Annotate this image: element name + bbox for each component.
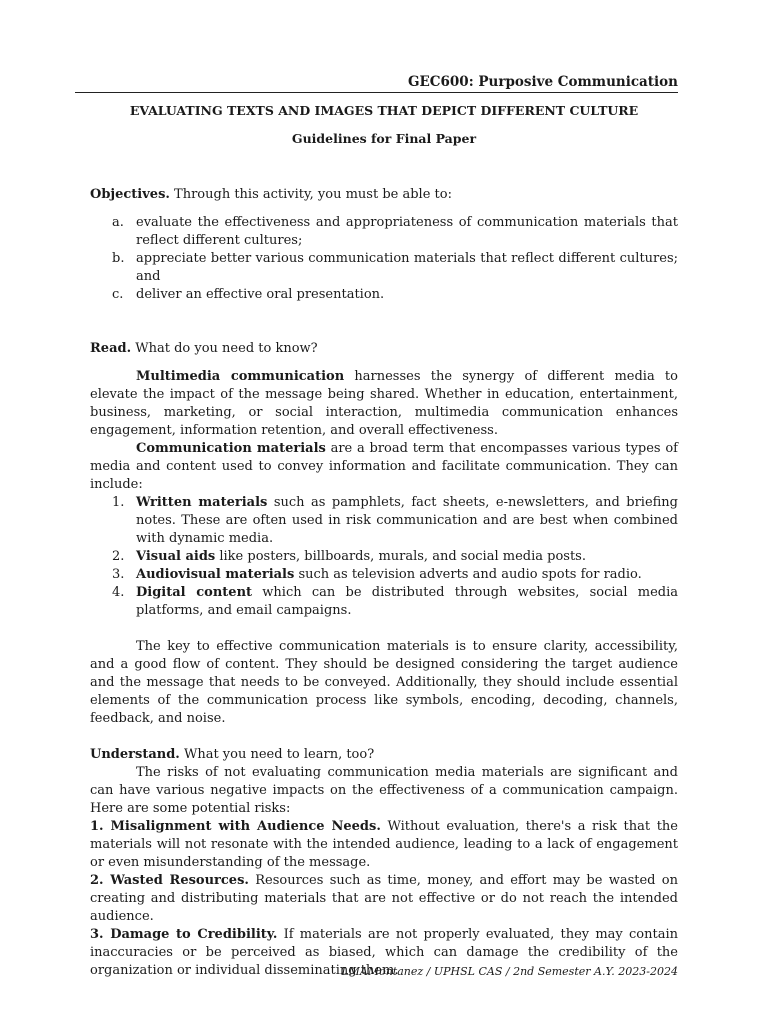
document-body — [90, 186, 678, 980]
list-item: c. deliver an effective oral presentation. — [112, 287, 385, 302]
risk-item: 3. Damage to Credibility. If materials are not properly evaluated, they may contain inaccuracies or be perceived as biased, which can damage the credibility of the organization or individual disseminating them. — [90, 927, 678, 978]
understand-label: Understand. — [90, 747, 180, 762]
materials-list — [90, 494, 678, 620]
risk-item: 2. Wasted Resources. Resources such as time, money, and effort may be wasted on creating and distributing materials that are not effective or do not reach the intended audience. — [90, 873, 678, 924]
document-title: EVALUATING TEXTS AND IMAGES THAT DEPICT DIFFERENT CULTURE — [129, 103, 639, 118]
list-item: 4. Digital content which can be distributed through websites, social media platforms, and email campaigns. — [112, 585, 678, 618]
list-item: a. evaluate the effectiveness and appropriateness of communication materials that reflect different cultures; — [112, 215, 678, 248]
objectives-intro: Objectives. Through this activity, you must be able to: — [90, 187, 452, 202]
header-divider — [75, 92, 678, 93]
list-item: 1. Written materials such as pamphlets, fact sheets, e-newsletters, and briefing notes. These are often used in risk communication and are best when combined with dynamic media. — [112, 495, 678, 546]
paragraph: The risks of not evaluating communication media materials are significant and can have various negative impacts on the effectiveness of a communication campaign. Here are some potential risks: — [90, 765, 678, 816]
understand-intro: Understand. What you need to learn, too? — [90, 747, 375, 762]
risk-item: 1. Misalignment with Audience Needs. Without evaluation, there's a risk that the materials will not resonate with the intended audience, leading to a lack of engagement or even misunderstanding of the message. — [90, 819, 678, 870]
read-intro: Read. What do you need to know? — [90, 341, 318, 356]
paragraph: The key to effective communication materials is to ensure clarity, accessibility, and a good flow of content. They should be designed considering the target audience and the message that needs to be conveyed. Additionally, they should include essential elements of the communication process like symbols, encoding, decoding, channels, feedback, and noise. — [90, 639, 678, 726]
read-label: Read. — [90, 341, 132, 356]
list-item: 2. Visual aids like posters, billboards, murals, and social media posts. — [112, 549, 586, 564]
list-item: 3. Audiovisual materials such as television adverts and audio spots for radio. — [112, 567, 642, 582]
course-header: GEC600: Purposive Communication — [407, 74, 678, 90]
objectives-label: Objectives. — [90, 187, 170, 202]
paragraph: Communication materials are a broad term that encompasses various types of media and content used to convey information and facilitate communication. They can include: — [90, 441, 678, 492]
list-item: b. appreciate better various communication materials that reflect different cultures; and — [112, 251, 678, 284]
objectives-list — [90, 214, 678, 304]
document-subtitle: Guidelines for Final Paper — [291, 131, 477, 146]
page-footer: LMAMontanez / UPHSL CAS / 2nd Semester A.Y. 2023-2024 — [341, 965, 678, 978]
paragraph: Multimedia communication harnesses the synergy of different media to elevate the impact of the message being shared. Whether in education, entertainment, business, marketing, or social interaction, multimedia communication enhances engagement, information retention, and overall effectiveness. — [90, 369, 678, 438]
